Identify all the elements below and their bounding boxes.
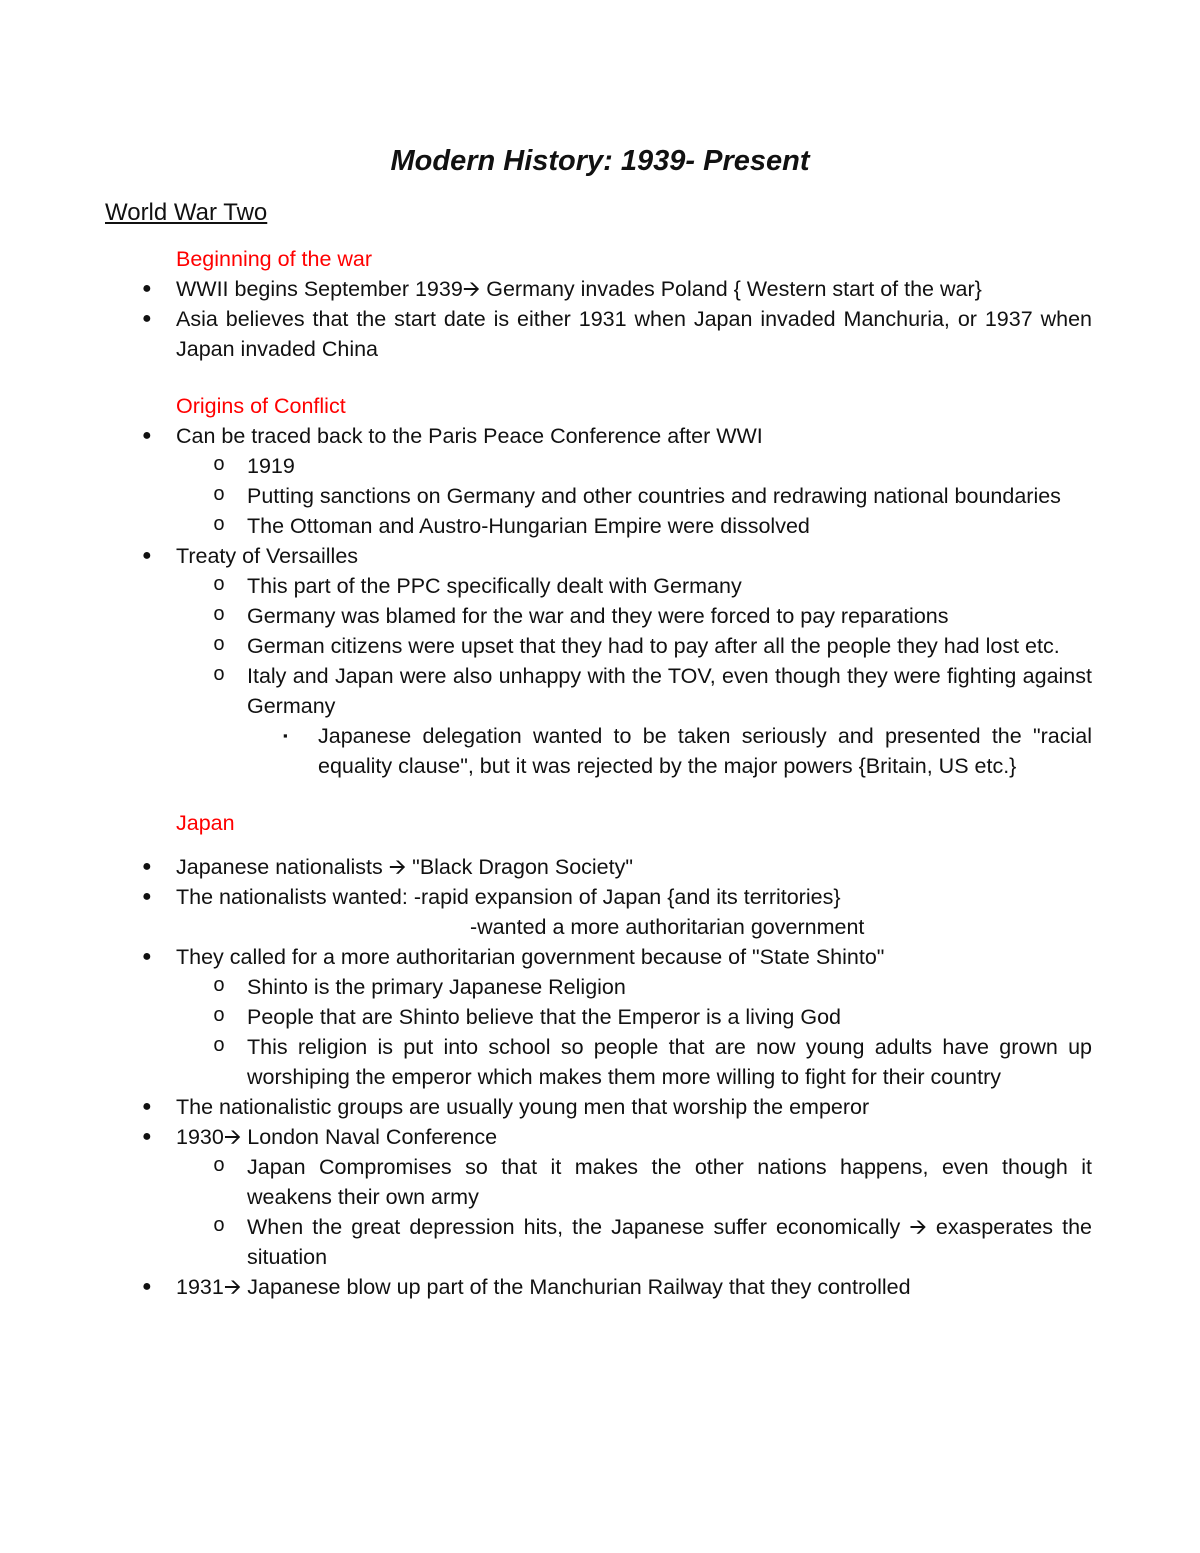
sub-list-item: o Putting sanctions on Germany and other countries and redrawing national boundaries [247,481,1092,511]
bullet-marker: ● [142,1098,152,1115]
heading-origins: Origins of Conflict [176,394,346,418]
sub-sub-list-item: ▪ Japanese delegation wanted to be taken seriously and presented the "racial equality clause", but it was rejected by the major powers {Britain, US etc.} [318,721,1092,781]
list-item-continuation: -wanted a more authoritarian government [470,915,865,939]
list-item: ● Asia believes that the start date is either 1931 when Japan invaded Manchuria, or 1937 when Japan invaded China [176,304,1092,364]
square-marker: ▪ [283,728,288,743]
sub-list-item: o Shinto is the primary Japanese Religion [247,972,1092,1002]
circle-marker: o [213,664,226,687]
sub-list-item: o This religion is put into school so people that are now young adults have grown up worshiping the emperor which makes them more willing to fight for their country [247,1032,1092,1092]
circle-marker: o [213,1035,226,1058]
list-item: ● The nationalistic groups are usually young men that worship the emperor [176,1092,1092,1122]
list-item: ● They called for a more authoritarian government because of "State Shinto" [176,942,1092,972]
list-item: ● The nationalists wanted: -rapid expansion of Japan {and its territories} [176,882,1092,912]
sub-list-item: o This part of the PPC specifically dealt with Germany [247,571,1092,601]
list-item: ● Japanese nationalists 🡪 "Black Dragon Society" [176,852,1092,882]
document-body [0,244,1200,1302]
bullet-marker: ● [142,948,152,965]
sub-list-item: o 1919 [247,451,1092,481]
bullet-marker: ● [142,1128,152,1145]
circle-marker: o [213,975,226,998]
sub-list-item: o The Ottoman and Austro-Hungarian Empire were dissolved [247,511,1092,541]
heading-japan: Japan [176,811,235,835]
circle-marker: o [213,1155,226,1178]
bullet-marker: ● [142,547,152,564]
sub-list-item: o Japan Compromises so that it makes the other nations happens, even though it weakens their own army [247,1152,1092,1212]
heading-beginning: Beginning of the war [176,247,373,271]
circle-marker: o [213,604,226,627]
sub-list-item: o When the great depression hits, the Japanese suffer economically 🡪 exasperates the situation [247,1212,1092,1272]
list-item: ● 1930🡪 London Naval Conference [176,1122,1092,1152]
list-item: ● Can be traced back to the Paris Peace Conference after WWI [176,421,1092,451]
list-item: ● Treaty of Versailles [176,541,1092,571]
circle-marker: o [213,514,226,537]
section-title: World War Two [105,199,268,226]
sub-list-item: o Germany was blamed for the war and they were forced to pay reparations [247,601,1092,631]
bullet-marker: ● [142,280,152,297]
circle-marker: o [213,634,226,657]
bullet-marker: ● [142,888,152,905]
circle-marker: o [213,484,226,507]
sub-list-item: o Italy and Japan were also unhappy with the TOV, even though they were fighting against Germany [247,661,1092,721]
list-item: ● WWII begins September 1939🡪 Germany invades Poland { Western start of the war} [176,274,1092,304]
circle-marker: o [213,574,226,597]
circle-marker: o [213,1215,226,1238]
list-item: ● 1931🡪 Japanese blow up part of the Manchurian Railway that they controlled [176,1272,1092,1302]
sub-list-item: o German citizens were upset that they had to pay after all the people they had lost etc. [247,631,1092,661]
circle-marker: o [213,1005,226,1028]
document-title: Modern History: 1939- Present [390,145,810,177]
bullet-marker: ● [142,858,152,875]
bullet-marker: ● [142,310,152,327]
circle-marker: o [213,454,226,477]
sub-list-item: o People that are Shinto believe that the Emperor is a living God [247,1002,1092,1032]
bullet-marker: ● [142,427,152,444]
bullet-marker: ● [142,1278,152,1295]
